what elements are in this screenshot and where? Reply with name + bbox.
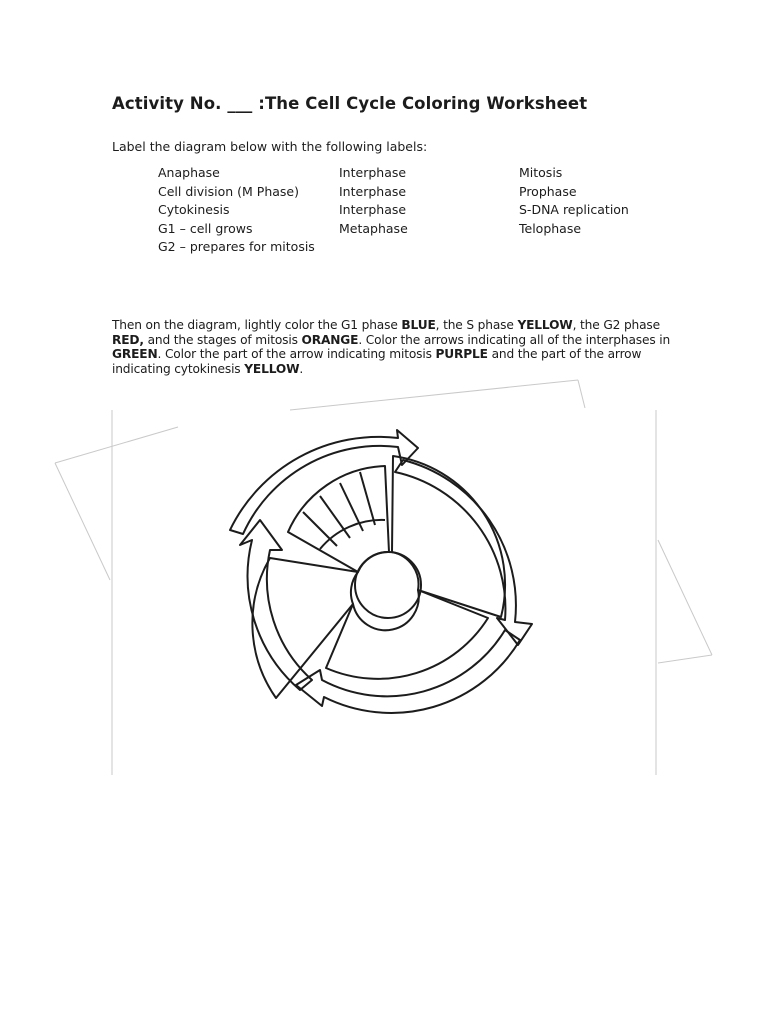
color-keyword: YELLOW: [517, 318, 573, 332]
color-keyword: PURPLE: [435, 347, 488, 362]
g1-phase-segment: [326, 590, 488, 679]
paragraph-text: and the part of the arrow indicating cytokinesis: [112, 347, 642, 376]
word-bank-item: Telophase: [519, 220, 582, 236]
word-bank-item: Cytokinesis: [158, 202, 230, 217]
word-bank-item: S-DNA replication: [519, 202, 629, 217]
top-arc-arrow: [230, 430, 418, 534]
paragraph-text: and the stages of mitosis: [143, 332, 302, 347]
word-bank-item: G1 – cell grows: [158, 220, 253, 236]
word-bank-item: Interphase: [339, 183, 407, 199]
bottom-arc-arrow: [296, 630, 520, 713]
right-arc-arrow: [395, 460, 532, 645]
word-bank-item: Interphase: [339, 202, 407, 217]
left-arc-arrow: [240, 520, 312, 690]
paragraph-text: , the S phase: [435, 318, 518, 332]
color-keyword: GREEN: [112, 347, 158, 362]
worksheet-title: Activity No. ___ :The Cell Cycle Coloring Worksheet: [112, 94, 588, 113]
word-bank-item: Prophase: [519, 183, 577, 199]
color-keyword: BLUE: [401, 318, 436, 332]
word-bank-item: Interphase: [339, 165, 407, 180]
word-bank-item: Anaphase: [158, 165, 220, 180]
color-keyword: RED,: [112, 332, 144, 347]
paragraph-text: , the G2 phase: [572, 318, 660, 332]
label-instruction: Label the diagram below with the following labels:: [112, 139, 428, 154]
paragraph-text: . Color the part of the arrow indicating mitosis: [157, 347, 436, 362]
color-keyword: ORANGE: [301, 332, 359, 347]
word-bank-item: Cell division (M Phase): [158, 183, 299, 199]
word-bank-item: G2 – prepares for mitosis: [158, 239, 315, 254]
paragraph-text: .: [299, 361, 304, 376]
paragraph-text: Then on the diagram, lightly color the G1 phase: [112, 318, 402, 332]
paragraph-text: . Color the arrows indicating all of the interphases in: [358, 332, 671, 347]
word-bank-item: Metaphase: [339, 220, 408, 236]
color-keyword: YELLOW: [244, 361, 300, 376]
word-bank-item: Mitosis: [519, 165, 563, 180]
center-circle: [355, 552, 421, 618]
